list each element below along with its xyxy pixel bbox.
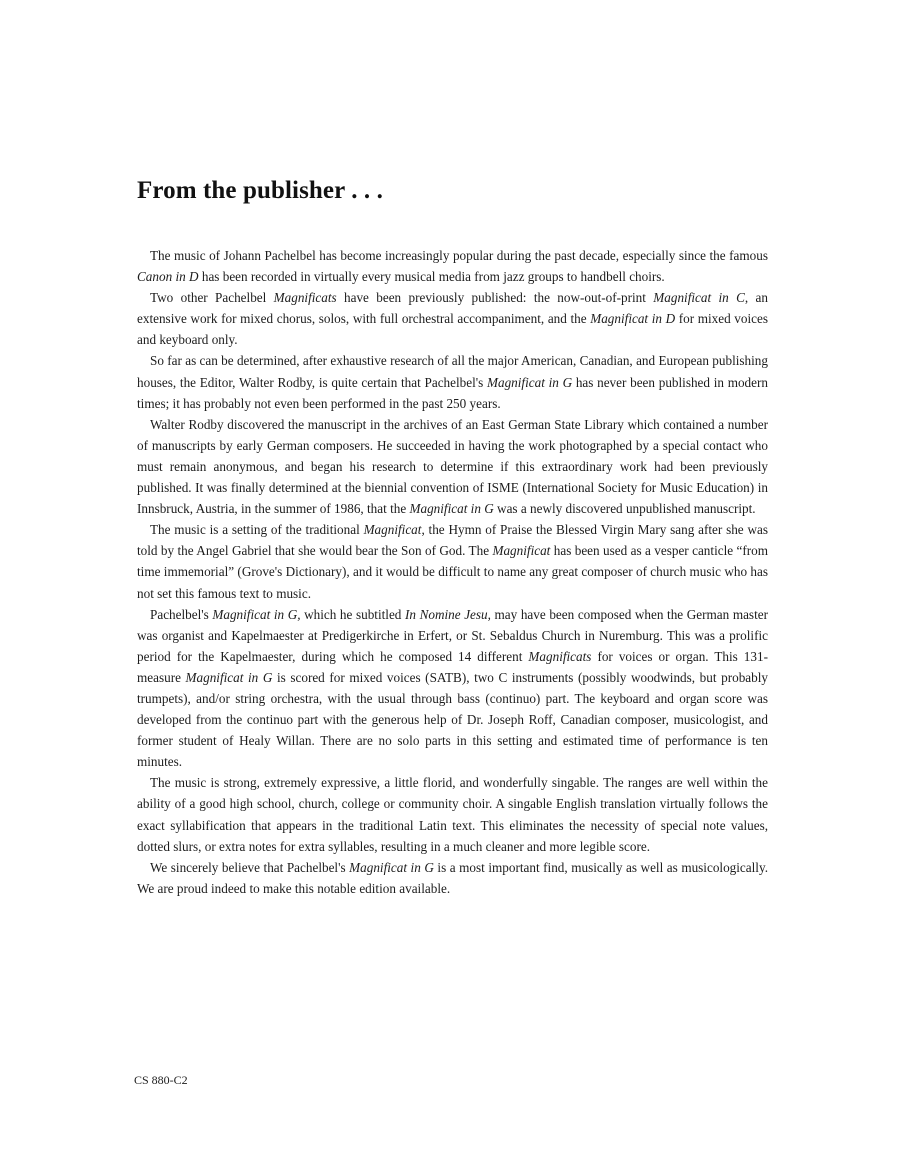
italic-title: Magnificat in G (487, 374, 573, 390)
page-heading: From the publisher . . . (137, 177, 383, 204)
text-run: , the Hymn of Praise the Blessed Virgin Mary sang after she was told by the Angel Gabriel that she would bear the Son of God. The (137, 522, 768, 559)
body-text (137, 245, 768, 899)
text-run: Pachelbel's (150, 606, 213, 622)
italic-title: In Nomine Jesu, (405, 606, 491, 622)
italic-title: Magnificat (492, 543, 551, 559)
italic-title: Magnificat (363, 522, 422, 538)
text-run: So far as can be determined, after exhaustive research of all the major American, Canadian, and European publishing houses, the Editor, Walter Rodby, is quite certain that Pachelbel's (137, 353, 768, 390)
paragraph-2 (137, 287, 768, 350)
paragraph-6 (137, 604, 768, 773)
paragraph-5 (137, 519, 768, 603)
text-run: Two other Pachelbel (150, 290, 274, 306)
text-run: , an extensive work for mixed chorus, solos, with full orchestral accompaniment, and the (137, 290, 768, 327)
italic-title: Magnificat in G, (212, 606, 301, 622)
catalog-code: CS 880-C2 (134, 1073, 188, 1087)
italic-title: Magnificat in G (185, 669, 273, 685)
text-run: has been used as a vesper canticle “from time immemorial” (Grove's Dictionary), and it would be difficult to name any great composer of church music who has not set this famous text to music. (137, 543, 768, 601)
italic-title: Magnificats (273, 290, 337, 306)
paragraph-3 (137, 350, 768, 413)
italic-title: Magnificat in G (349, 859, 434, 875)
text-run: has never been published in modern times; it has probably not even been performed in the past 250 years. (137, 374, 768, 411)
text-run: The music is strong, extremely expressive, a little florid, and wonderfully singable. The ranges are well within the ability of a good high school, church, college or community choir. A singable English translation virtually follows the exact syllabification that appears in the traditional Latin text. This eliminates the necessity of special note values, dotted slurs, or extra notes for extra syllables, resulting in a much cleaner and more legible score. (137, 775, 768, 854)
text-run: is scored for mixed voices (SATB), two C instruments (possibly woodwinds, but probably trumpets), and/or string orchestra, with the usual through bass (continuo) part. The keyboard and organ score was developed from the continuo part with the generous help of Dr. Joseph Roff, Canadian composer, musicologist, and former student of Healy Willan. There are no solo parts in this setting and estimated time of performance is ten minutes. (137, 669, 768, 770)
italic-title: Canon in D (137, 269, 199, 285)
italic-title: Magnificat in C (653, 290, 745, 306)
italic-title: Magnificats (528, 648, 592, 664)
text-run: We sincerely believe that Pachelbel's (150, 859, 350, 875)
italic-title: Magnificat in G (409, 501, 494, 517)
paragraph-8 (137, 857, 768, 899)
text-run: which he subtitled (300, 606, 405, 622)
text-run: The music of Johann Pachelbel has become increasingly popular during the past decade, especially since the famous (150, 248, 768, 263)
text-run: may have been composed when the German master was organist and Kapelmaester at Predigerkirche in Erfert, or St. Sebaldus Church in Nuremburg. This was a prolific period for the Kapelmaester, during which he composed 14 different (137, 606, 768, 664)
text-run: Walter Rodby discovered the manuscript in the archives of an East German State Library which contained a number of manuscripts by early German composers. He succeeded in having the work photographed by a special contact who must remain anonymous, and began his research to determine if this extraordinary work had been previously published. It was finally determined at the biennial convention of ISME (International Society for Music Education) in Innsbruck, Austria, in the summer of 1986, that the (137, 416, 768, 517)
paragraph-1 (137, 245, 768, 287)
paragraph-7 (137, 772, 768, 856)
text-run: for mixed voices and keyboard only. (137, 311, 768, 348)
paragraph-4 (137, 414, 768, 519)
text-run: The music is a setting of the traditional (150, 522, 364, 538)
text-run: was a newly discovered unpublished manuscript. (493, 501, 756, 517)
italic-title: Magnificat in D (590, 311, 676, 327)
text-run: have been previously published: the now-out-of-print (336, 290, 654, 306)
text-run: is a most important find, musically as well as musicologically. We are proud indeed to make this notable edition available. (137, 859, 768, 896)
text-run: for voices or organ. This 131-measure (137, 648, 768, 685)
text-run: has been recorded in virtually every musical media from jazz groups to handbell choirs. (198, 269, 665, 285)
